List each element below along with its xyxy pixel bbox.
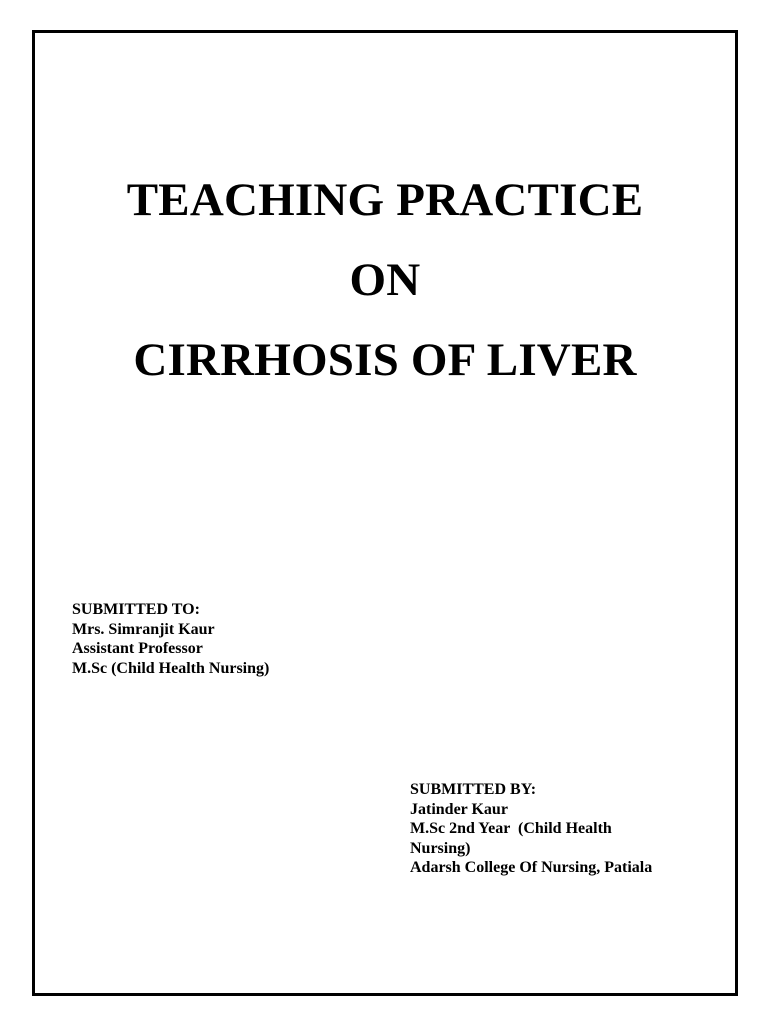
- submitted-by-course-line-1: M.Sc 2nd Year (Child Health: [410, 820, 612, 837]
- title-line-3: CIRRHOSIS OF LIVER: [133, 334, 637, 386]
- submitted-to-qualification: M.Sc (Child Health Nursing): [72, 659, 270, 677]
- submitted-by-name: Jatinder Kaur: [410, 800, 508, 818]
- document-title: [32, 160, 738, 400]
- title-line-2: ON: [349, 254, 421, 306]
- submitted-by-college: Adarsh College Of Nursing, Patiala: [410, 859, 653, 876]
- submitted-to-name: Mrs. Simranjit Kaur: [72, 620, 215, 638]
- title-line-1: TEACHING PRACTICE: [126, 174, 644, 226]
- submitted-by-course-line-2: Nursing): [410, 839, 471, 857]
- submitted-by-heading: SUBMITTED BY:: [410, 781, 537, 798]
- submitted-to-section: [72, 600, 269, 678]
- submitted-by-section: [410, 780, 700, 878]
- submitted-to-heading: SUBMITTED TO:: [72, 601, 200, 618]
- submitted-to-designation: Assistant Professor: [72, 640, 203, 657]
